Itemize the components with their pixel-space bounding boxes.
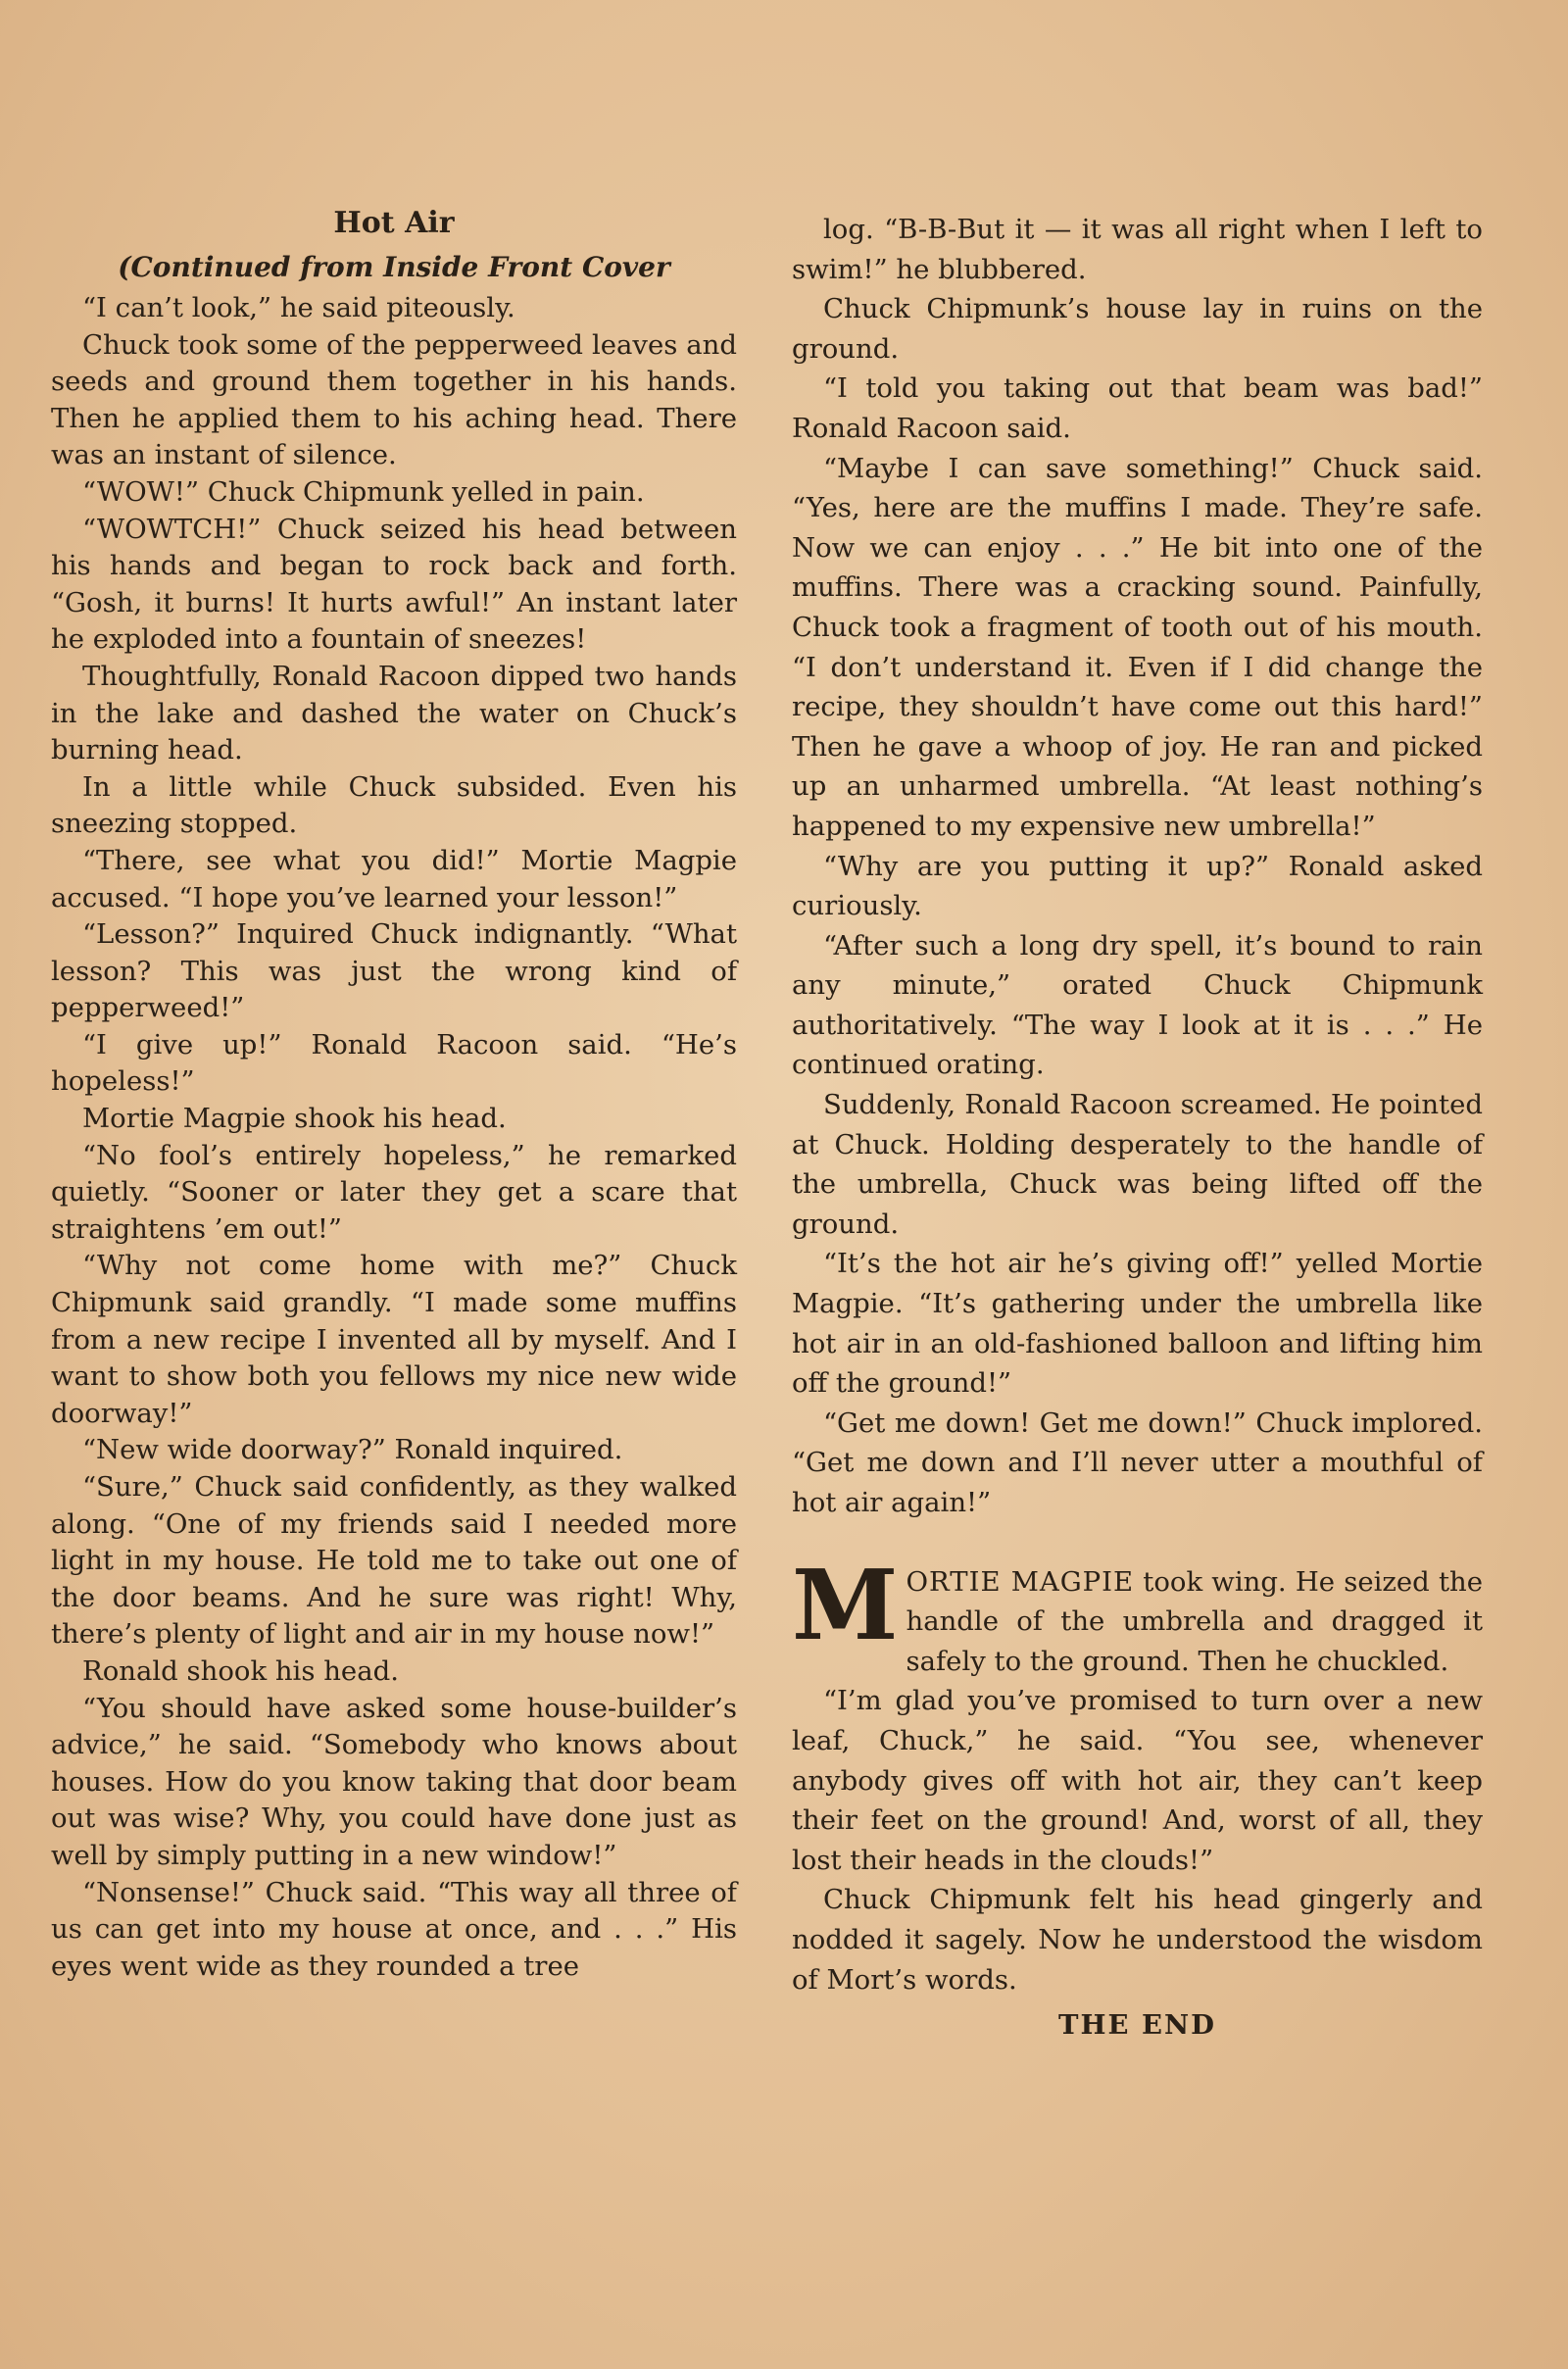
paragraph: “Nonsense!” Chuck said. “This way all three of us can get into my house at once, and . . .” His eyes went wide as they rounded a tree: [51, 1876, 737, 1982]
lead-in: ORTIE MAGPIE: [906, 1565, 1135, 1598]
paragraph: “It’s the hot air he’s giving off!” yelled Mortie Magpie. “It’s gathering under the umbrella like hot air in an old-fashioned balloon and lifting him off the ground!”: [792, 1248, 1483, 1400]
paragraph: Chuck Chipmunk felt his head gingerly and nodded it sagely. Now he understood the wisdom of Mort’s words.: [792, 1884, 1483, 1996]
left-column: [51, 204, 737, 1985]
paragraph: “Sure,” Chuck said confidently, as they walked along. “One of my friends said I needed more light in my house. He told me to take out one of the door beams. And he sure was right! Why, there’s plenty of light and air in my house now!”: [51, 1471, 737, 1651]
paragraph: “Lesson?” Inquired Chuck indignantly. “What lesson? This was just the wrong kind of pepperweed!”: [51, 918, 737, 1024]
paragraph: “Maybe I can save something!” Chuck said. “Yes, here are the muffins I made. They’re safe. Now we can enjoy . . .” He bit into one of the muffins. There was a cracking sound. Painfully, Chuck took a fragment of tooth out of his mouth. “I don’t understand it. Even if I did change the recipe, they shouldn’t have come out this hard!” Then he gave a whoop of joy. He ran and picked up an unharmed umbrella. “At least nothing’s happened to my expensive new umbrella!”: [792, 452, 1483, 842]
paragraph: “There, see what you did!” Mortie Magpie accused. “I hope you’ve learned your lesson!”: [51, 844, 737, 913]
the-end: THE END: [1058, 2009, 1216, 2042]
paragraph: Suddenly, Ronald Racoon screamed. He pointed at Chuck. Holding desperately to the handle of the umbrella, Chuck was being lifted off the ground.: [792, 1089, 1483, 1240]
paragraph: “New wide doorway?” Ronald inquired.: [82, 1434, 623, 1466]
paragraph: “No fool’s entirely hopeless,” he remarked quietly. “Sooner or later they get a scare that straightens ’em out!”: [51, 1139, 737, 1245]
paragraph: “Why are you putting it up?” Ronald asked curiously.: [792, 850, 1483, 922]
paragraph: In a little while Chuck subsided. Even his sneezing stopped.: [51, 770, 737, 840]
paragraph: “I give up!” Ronald Racoon said. “He’s hopeless!”: [51, 1028, 737, 1098]
paragraph: Ronald shook his head.: [82, 1654, 399, 1687]
paragraph: “After such a long dry spell, it’s bound to rain any minute,” orated Chuck Chipmunk authoritatively. “The way I look at it is . . .” He continued orating.: [792, 929, 1483, 1081]
dropcap-paragraph-text: took wing. He seized the handle of the umbrella and dragged it safely to the ground. Then he chuckled.: [906, 1565, 1483, 1677]
paragraph: “You should have asked some house-builder’s advice,” he said. “Somebody who knows about houses. How do you know taking that door beam out was wise? Why, you could have done just as well by simply putting in a new window!”: [51, 1692, 737, 1871]
paragraph: “I told you taking out that beam was bad!” Ronald Racoon said.: [792, 372, 1483, 444]
story-title: Hot Air: [333, 206, 455, 240]
drop-cap: M: [792, 1549, 899, 1662]
left-paragraphs: [51, 290, 737, 1985]
paragraph: Mortie Magpie shook his head.: [82, 1103, 507, 1135]
dropcap-paragraph: [792, 1549, 1483, 1682]
paragraph: “Get me down! Get me down!” Chuck implored. “Get me down and I’ll never utter a mouthful of hot air again!”: [792, 1407, 1483, 1518]
continued-note: (Continued from Inside Front Cover: [118, 251, 670, 283]
paragraph: “I can’t look,” he said piteously.: [82, 292, 515, 323]
paragraph: “I’m glad you’ve promised to turn over a new leaf, Chuck,” he said. “You see, whenever anybody gives off with hot air, they can’t keep their feet on the ground! And, worst of all, they lost their heads in the clouds!”: [792, 1685, 1483, 1876]
paragraph: “WOW!” Chuck Chipmunk yelled in pain.: [82, 475, 645, 508]
paragraph: Chuck Chipmunk’s house lay in ruins on the ground.: [792, 293, 1483, 365]
right-column: [792, 210, 1483, 2046]
paragraph: Thoughtfully, Ronald Racoon dipped two hands in the lake and dashed the water on Chuck’s burning head.: [51, 660, 737, 766]
paragraph: log. “B-B-But it — it was all right when I left to swim!” he blubbered.: [792, 214, 1483, 285]
paragraph: “Why not come home with me?” Chuck Chipmunk said grandly. “I made some muffins from a new recipe I invented all by myself. And I want to show both you fellows my nice new wide doorway!”: [51, 1250, 737, 1429]
paragraph: Chuck took some of the pepperweed leaves and seeds and ground them together in his hands. Then he applied them to his aching head. There was an instant of silence.: [51, 328, 737, 471]
right-paragraphs: [792, 210, 1483, 1523]
paragraph: “WOWTCH!” Chuck seized his head between his hands and began to rock back and forth. “Gosh, it burns! It hurts awful!” An instant later he exploded into a fountain of sneezes!: [51, 513, 737, 656]
closing-paragraphs: [792, 1681, 1483, 1999]
